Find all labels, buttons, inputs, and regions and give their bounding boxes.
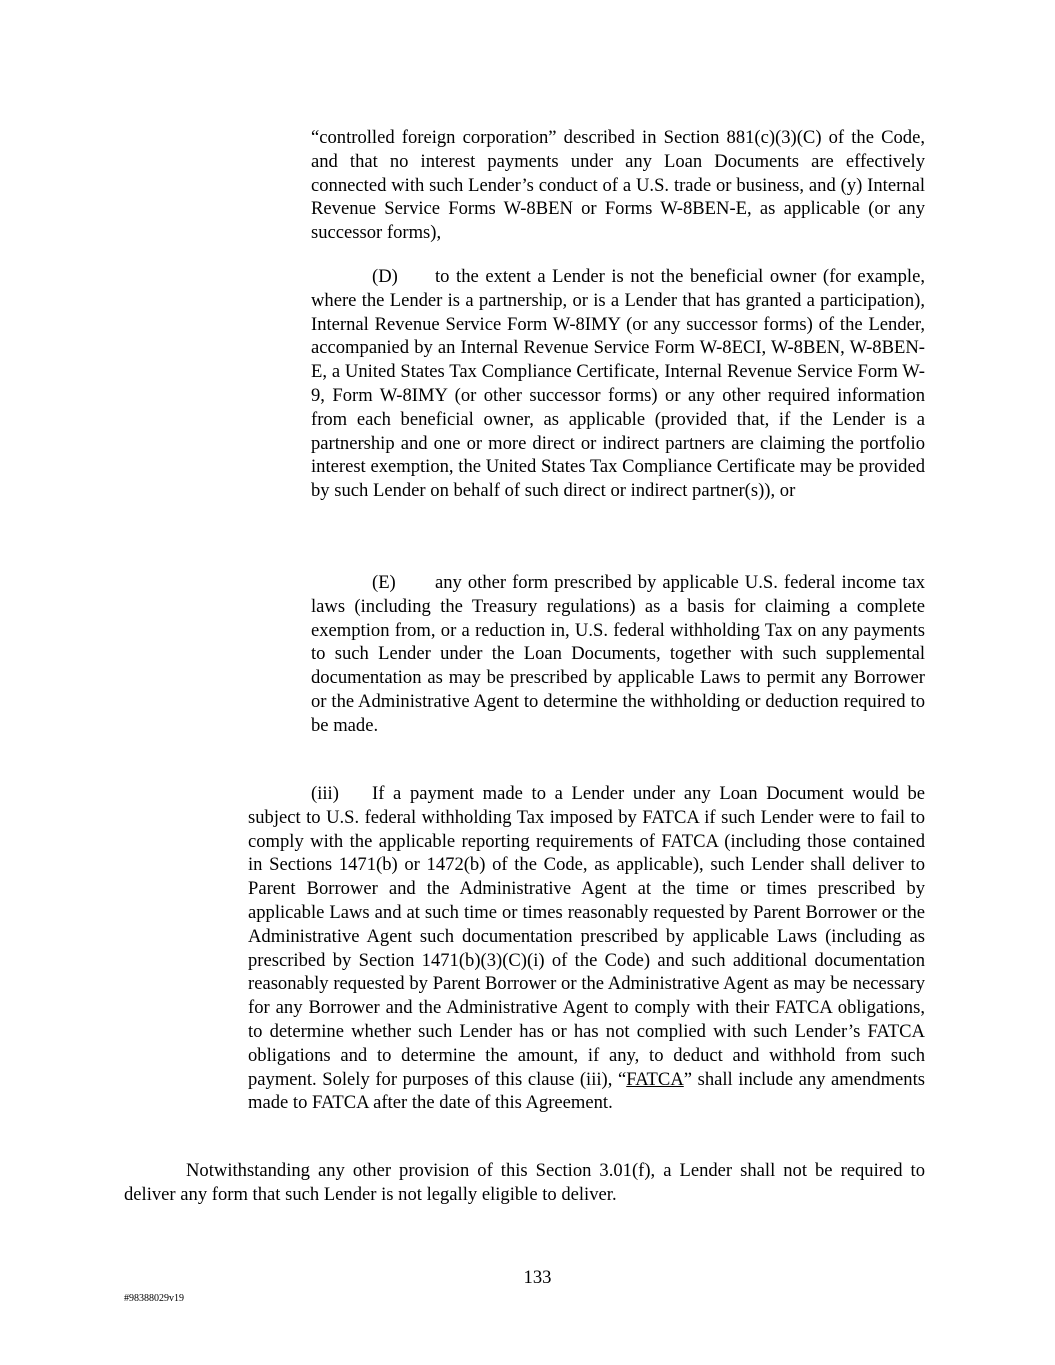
paragraph-c-continued-text: “controlled foreign corporation” described in Section 881(c)(3)(C) of the Code, and that no interest payments under any Loan Documents are effectively connected with such Lender’s conduct of a U.S. trade or business, and (y) Internal Revenue Service Forms W-8BEN or Forms W-8BEN-E, as applicable (or any successor forms), <box>311 127 925 244</box>
paragraph-iii-text-before: If a payment made to a Lender under any Loan Document would be subject to U.S. federal withholding Tax imposed by FATCA if such Lender were to fail to comply with the applicable reporting requirements of FATCA (including those contained in Sections 1471(b) or 1472(b) of the Code, as applicable), such Lender shall deliver to Parent Borrower and the Administrative Agent at the time or times prescribed by applicable Laws and at such time or times reasonably requested by Parent Borrower or the Administrative Agent such documentation prescribed by applicable Laws (including as prescribed by Section 1471(b)(3)(C)(i) of the Code) and such additional documentation reasonably requested by Parent Borrower or the Administrative Agent as may be necessary for any Borrower and the Administrative Agent to comply with their FATCA obligations, to determine whether such Lender has or has not complied with such Lender’s FATCA obligations and to determine the amount, if any, to deduct and withhold from such payment. Solely for purposes of this clause (iii), “ <box>248 783 925 1090</box>
paragraph-e-label: (E) <box>372 572 396 593</box>
document-id: #98388029v19 <box>124 1293 184 1304</box>
paragraph-notwithstanding-text: Notwithstanding any other provision of this Section 3.01(f), a Lender shall not be required to deliver any form that such Lender is not legally eligible to deliver. <box>124 1160 925 1205</box>
paragraph-d <box>311 265 925 503</box>
paragraph-c-continued <box>311 126 925 245</box>
paragraph-d-text: to the extent a Lender is not the beneficial owner (for example, where the Lender is a partnership, or is a Lender that has granted a participation), Internal Revenue Service Form W-8IMY (or any successor forms) of the Lender, accompanied by an Internal Revenue Service Form W-8ECI, W-8BEN, W-8BEN-E, a United States Tax Compliance Certificate, Internal Revenue Service Form W-9, Form W-8IMY (or other successor forms) or any other required information from each beneficial owner, as applicable (provided that, if the Lender is a partnership and one or more direct or indirect partners are claiming the portfolio interest exemption, the United States Tax Compliance Certificate may be provided by such Lender on behalf of such direct or indirect partner(s)), or <box>311 266 925 502</box>
paragraph-notwithstanding <box>124 1159 925 1207</box>
defined-term-fatca: FATCA <box>626 1068 684 1090</box>
paragraph-d-label: (D) <box>372 266 398 287</box>
paragraph-iii-text-after: ” shall include any amendments made to FATCA after the date of this Agreement. <box>248 1068 925 1114</box>
paragraph-e-text: any other form prescribed by applicable U.S. federal income tax laws (including the Treasury regulations) as a basis for claiming a complete exemption from, or a reduction in, U.S. federal withholding Tax on any payments to such Lender under the Loan Documents, together with such supplemental documentation as may be prescribed by applicable Laws to permit any Borrower or the Administrative Agent to determine the withholding or deduction required to be made. <box>311 572 925 736</box>
paragraph-e <box>311 571 925 738</box>
paragraph-iii-label: (iii) <box>311 783 339 804</box>
paragraph-iii <box>248 782 925 1115</box>
page-number: 133 <box>523 1267 552 1288</box>
